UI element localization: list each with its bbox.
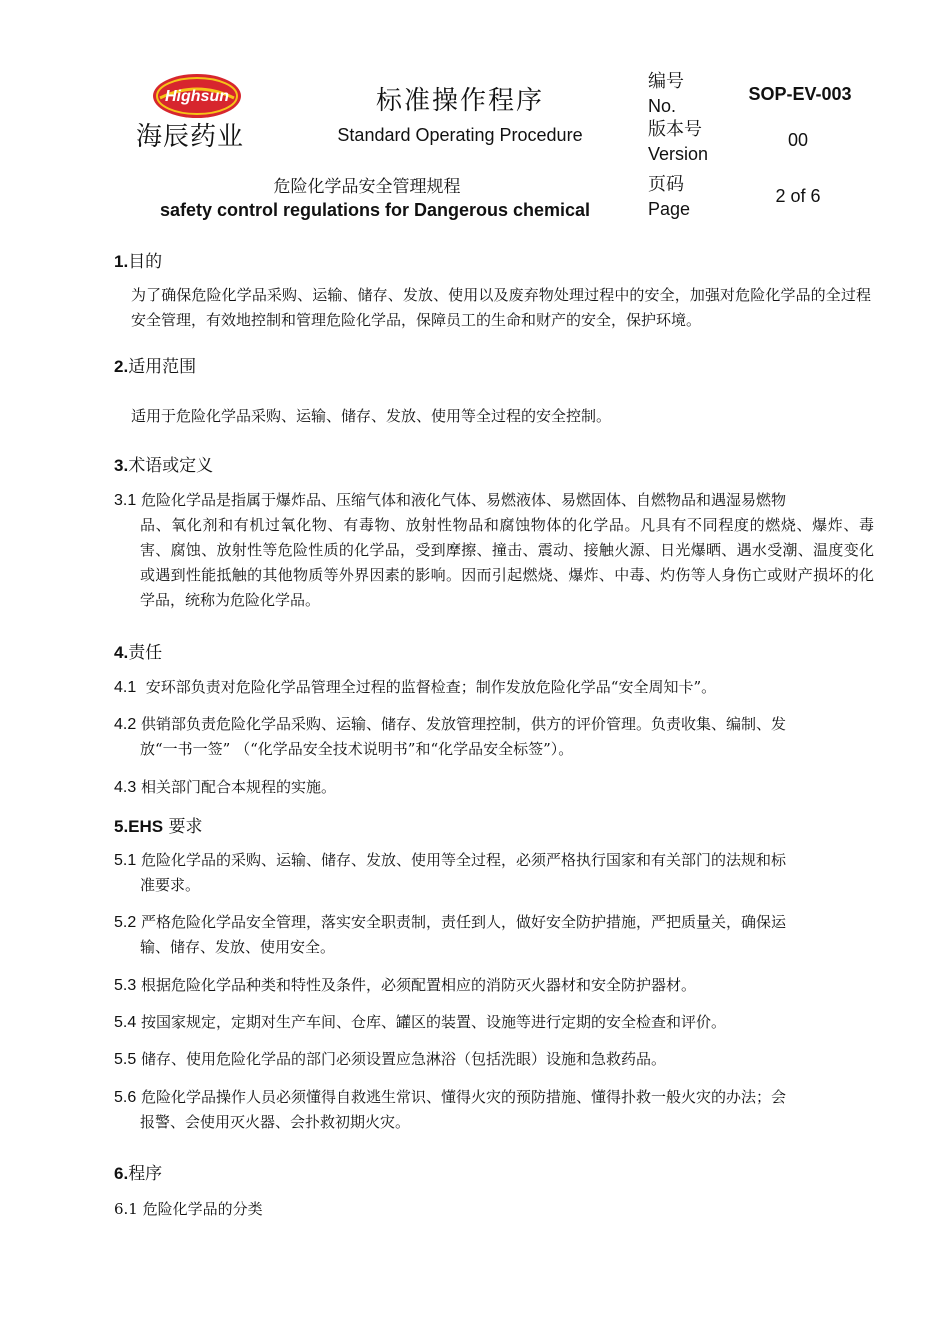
doc-no-value: SOP-EV-003 [748,84,852,104]
clause-5-4: 5.4 按国家规定，定期对生产车间、仓库、罐区的装置、设施等进行定期的安全检查和评价。 [114,1013,727,1031]
clause-5-5: 5.5 储存、使用危险化学品的部门必须设置应急淋浴（包括洗眼）设施和急救药品。 [114,1050,667,1068]
company-logo [150,72,244,122]
document-title-cn: 标准操作程序 [375,86,544,116]
logo-text: Highsun [165,88,229,105]
section-1-heading: 1.目的 [114,252,163,272]
clause-4-1: 4.1 安环部负责对危险化学品管理全过程的监督检查；制作发放危险化学品“安全周知卡”。 [114,678,717,696]
version-label: 版本号 Version [648,119,709,164]
document-title-en: Standard Operating Procedure [337,125,583,145]
section-2-heading: 2.适用范围 [114,357,197,377]
doc-no-label: 编号 No. [648,71,684,116]
clause-5-6: 5.6 危险化学品操作人员必须懂得自救逃生常识、懂得火灾的预防措施、懂得扑救一般火灾的办法；会 报警、会使用灭火器、会扑救初期火灾。 [114,1088,787,1131]
clause-4-3: 4.3 相关部门配合本规程的实施。 [114,778,337,796]
page-label: 页码 Page [648,174,691,219]
subject-title-cn: 危险化学品安全管理规程 [273,177,461,197]
version-value: 00 [787,130,809,150]
clause-5-1: 5.1 危险化学品的采购、运输、储存、发放、使用等全过程，必须严格执行国家和有关部门的法规和标 准要求。 [114,851,787,894]
clause-5-3: 5.3 根据危险化学品种类和特性及条件，必须配置相应的消防灭火器材和安全防护器材。 [114,976,697,994]
clause-5-2: 5.2 严格危险化学品安全管理，落实安全职责制，责任到人，做好安全防护措施，严把质量关，确保运 输、储存、发放、使用安全。 [114,913,787,956]
company-name: 海辰药业 [136,122,245,152]
section-1-text: 为了确保危险化学品采购、运输、储存、发放、使用以及废弃物处理过程中的安全，加强对危险化学品的全过程安全管理，有效地控制和管理危险化学品，保障员工的生命和财产的安全，保护环境。 [131,286,871,329]
section-6-heading: 6.程序 [114,1164,163,1184]
clause-4-2: 4.2 供销部负责危险化学品采购、运输、储存、发放管理控制，供方的评价管理。负责收集、编制、发 放“一书一签” （“化学品安全技术说明书”和“化学品安全标签”）。 [114,715,787,758]
page-value: 2 of 6 [775,186,821,206]
section-2-text: 适用于危险化学品采购、运输、储存、发放、使用等全过程的安全控制。 [131,407,612,425]
section-5-heading: 5.EHS 要求 [114,817,203,837]
subject-title-en: safety control regulations for Dangerous chemical [159,200,591,220]
clause-6-1: 6.1 危险化学品的分类 [114,1200,263,1218]
section-4-heading: 4.责任 [114,643,163,663]
clause-3-1: 3.1 危险化学品是指属于爆炸品、压缩气体和液化气体、易燃液体、易燃固体、自燃物品和遇湿易燃物 品、氧化剂和有机过氧化物、有毒物、放射性物品和腐蚀物体的化学品。凡具有不同程度的燃烧、爆炸、毒害、腐蚀、放射性等危险性质的化学品，受到摩擦、撞击、震动、接触火源、日光爆晒、遇水受潮、温度变化或遇到性能抵触的其他物质等外界因素的影响。因而引起燃烧、爆炸、中毒、灼伤等人身伤亡或财产损坏的化学品，统称为危险化学品。 [114,491,874,609]
section-3-heading: 3.术语或定义 [114,456,214,476]
